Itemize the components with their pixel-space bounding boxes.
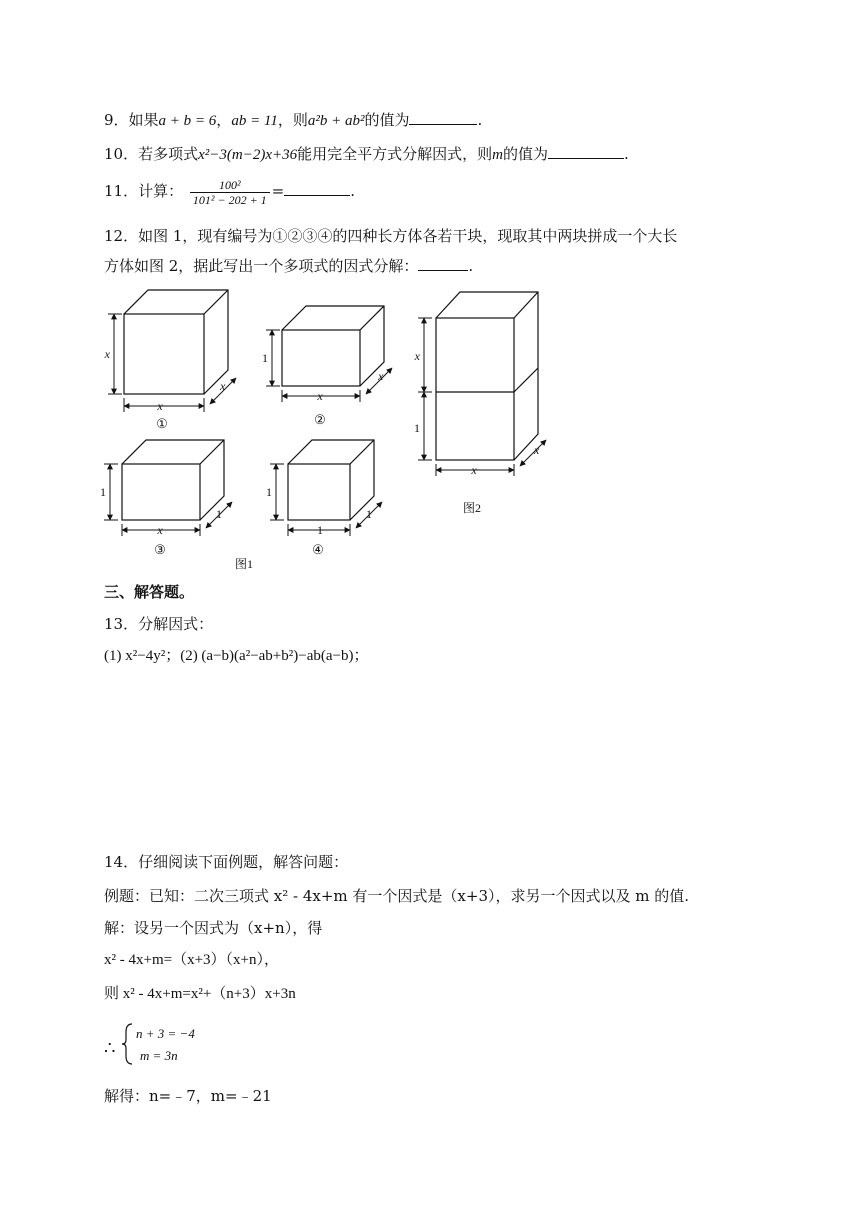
q9-prefix: 9．如果 xyxy=(104,111,159,129)
q11-answer-blank[interactable] xyxy=(284,181,350,196)
cuboid-3 xyxy=(122,440,224,520)
q10-mid: 能用完全平方式分解因式，则 xyxy=(297,145,493,163)
label-fig2-x1: x xyxy=(414,349,420,363)
q11-tail: . xyxy=(350,182,356,200)
label-c1-depth: x xyxy=(220,379,226,393)
q9-cond1: a + b = 6 xyxy=(158,113,217,129)
label-c3-height: 1 xyxy=(100,485,106,499)
caption-circle-2: ② xyxy=(314,412,326,427)
q9-sep: ， xyxy=(216,111,232,129)
cuboid-figures xyxy=(0,282,860,582)
q12-text-line2: 方体如图 2，据此写出一个多项式的因式分解： xyxy=(104,257,419,275)
caption-fig1: 图1 xyxy=(234,557,254,571)
question-11 xyxy=(104,174,355,208)
q14-solution-line3: 则 x² - 4x+m=x²+（n+3）x+3n xyxy=(104,986,296,1002)
label-fig2-1: 1 xyxy=(414,421,420,435)
label-c4-height: 1 xyxy=(266,485,272,499)
label-c3-width: x xyxy=(157,523,163,537)
q14-result: 解得：n=﹣7，m=﹣21 xyxy=(104,1087,272,1105)
q11-eq: = xyxy=(271,182,285,200)
equation-system xyxy=(104,1020,214,1068)
question-10 xyxy=(104,144,629,165)
caption-circle-1: ① xyxy=(156,416,168,431)
section-3-title: 三、解答题。 xyxy=(104,583,195,601)
cuboid-4 xyxy=(288,440,374,520)
q9-answer-blank[interactable] xyxy=(409,110,477,125)
q10-answer-blank[interactable] xyxy=(548,144,624,159)
equation-2: m = 3n xyxy=(140,1048,178,1063)
label-c1-height: x xyxy=(104,347,110,361)
q10-var: m xyxy=(492,147,503,163)
q14-solution-line2: x² - 4x+m=（x+3）（x+n）， xyxy=(104,952,279,968)
question-9 xyxy=(104,110,482,131)
question-13-parts: (1) x²−4y²；(2) (a−b)(a²−ab+b²)−ab(a−b)； xyxy=(104,648,369,664)
q11-numerator: 100² xyxy=(190,178,270,193)
q9-end: 的值为 xyxy=(364,111,410,129)
q12-tail: . xyxy=(468,257,474,275)
label-c4-depth: 1 xyxy=(366,507,372,521)
q12-answer-blank[interactable] xyxy=(418,256,468,271)
q10-tail: . xyxy=(623,145,629,163)
q10-poly: x²−3(m−2)x+36 xyxy=(198,147,298,163)
q9-tail: . xyxy=(477,111,483,129)
label-c2-depth: x xyxy=(378,369,384,383)
q10-end: 的值为 xyxy=(502,145,548,163)
cuboid-stack xyxy=(436,292,538,460)
question-13-title: 13．分解因式： xyxy=(104,615,214,633)
q9-cond2: ab = 11 xyxy=(231,113,278,129)
question-14-title: 14．仔细阅读下面例题，解答问题： xyxy=(104,853,349,871)
q11-denominator: 101² − 202 + 1 xyxy=(192,192,267,207)
caption-circle-3: ③ xyxy=(154,542,166,557)
q12-text-line1: 12．如图 1，现有编号为①②③④的四种长方体各若干块，现取其中两块拼成一个大长 xyxy=(104,227,678,245)
cuboid-2 xyxy=(282,306,384,386)
caption-fig2: 图2 xyxy=(462,501,482,515)
therefore-symbol: ∴ xyxy=(104,1038,116,1058)
label-c2-height: 1 xyxy=(262,351,268,365)
question-12-line1 xyxy=(104,226,677,246)
label-c4-width: 1 xyxy=(317,523,323,537)
label-c2-width: x xyxy=(317,389,323,403)
q11-prefix: 11．计算： xyxy=(104,182,184,200)
label-c3-depth: 1 xyxy=(216,507,222,521)
q10-prefix: 10．若多项式 xyxy=(104,145,199,163)
q9-expr: a²b + ab² xyxy=(307,113,365,129)
q14-example: 例题：已知：二次三项式 x² - 4x+m 有一个因式是（x+3），求另一个因式以及 m 的值. xyxy=(104,887,690,905)
label-fig2-x2: x xyxy=(471,463,477,477)
label-fig2-x3: x xyxy=(534,443,540,457)
equation-1: n + 3 = −4 xyxy=(136,1026,195,1041)
q14-solution-line1: 解：设另一个因式为（x+n），得 xyxy=(104,919,323,937)
q9-mid: ，则 xyxy=(277,111,308,129)
question-12-line2 xyxy=(104,256,473,276)
cuboid-1 xyxy=(124,290,228,394)
label-c1-width: x xyxy=(157,399,163,413)
q11-fraction xyxy=(190,178,270,207)
caption-circle-4: ④ xyxy=(312,542,324,557)
